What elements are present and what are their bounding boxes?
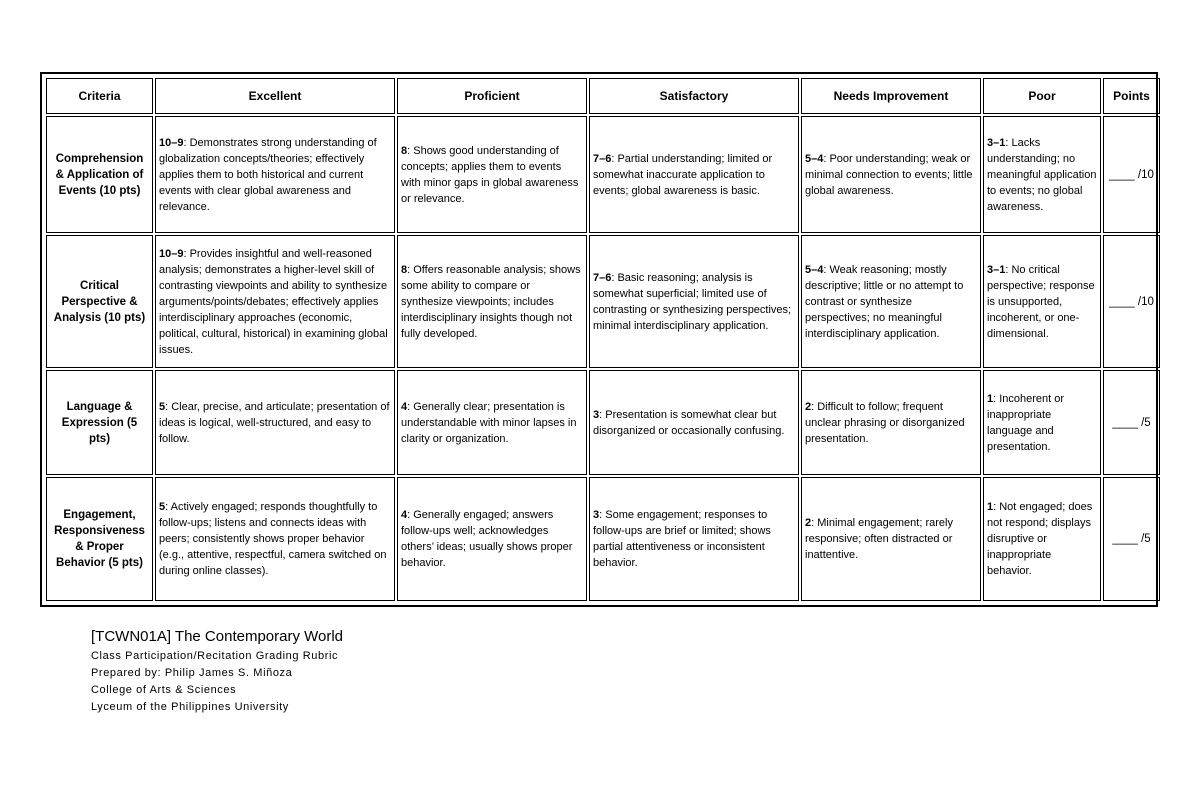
descriptor-text: : No critical perspective; response is unsupported, incoherent, or one-dimensional.: [987, 263, 1095, 340]
header-points: Points: [1103, 78, 1160, 114]
excellent-cell: [155, 116, 395, 233]
criteria-cell: Comprehension & Application of Events (10 pts): [46, 116, 153, 233]
descriptor-text: : Partial understanding; limited or somewhat inaccurate application to events; global awareness is basic.: [593, 152, 773, 197]
needs-improvement-cell: [801, 235, 981, 368]
descriptor-text: : Shows good understanding of concepts; applies them to events with minor gaps in global awareness or relevance.: [401, 144, 579, 205]
score-range: 7–6: [593, 271, 612, 284]
university-name: Lyceum of the Philippines University: [91, 701, 289, 713]
satisfactory-cell: [589, 370, 799, 475]
score-range: 4: [401, 400, 408, 413]
points-cell: ____ /10: [1103, 116, 1160, 233]
header-satisfactory: Satisfactory: [589, 78, 799, 114]
document-footer: [91, 627, 343, 716]
excellent-cell: [155, 235, 395, 368]
score-range: 4: [401, 509, 408, 521]
score-range: 3–1: [987, 136, 1006, 149]
score-range: 5–4: [805, 152, 824, 165]
score-range: 8: [401, 144, 408, 157]
header-proficient: Proficient: [397, 78, 587, 114]
score-range: 1: [987, 392, 994, 405]
score-range: 1: [987, 501, 994, 513]
poor-cell: [983, 477, 1101, 601]
needs-improvement-cell: [801, 477, 981, 601]
score-range: 3–1: [987, 263, 1006, 276]
score-range: 10–9: [159, 136, 184, 149]
header-needs-improvement: Needs Improvement: [801, 78, 981, 114]
descriptor-text: : Clear, precise, and articulate; presentation of ideas is logical, well-structured, and easy to follow.: [159, 400, 390, 445]
college-name: College of Arts & Sciences: [91, 684, 237, 696]
descriptor-text: : Generally clear; presentation is understandable with minor lapses in clarity or organization.: [401, 400, 577, 445]
descriptor-text: : Offers reasonable analysis; shows some ability to compare or synthesize viewpoints; includes interdisciplinary insights though not fully developed.: [401, 263, 581, 340]
points-cell: ____ /5: [1103, 477, 1160, 601]
proficient-cell: [397, 235, 587, 368]
score-range: 2: [805, 517, 812, 529]
rubric-subtitle: Class Participation/Recitation Grading Rubric: [91, 650, 339, 662]
needs-improvement-cell: [801, 370, 981, 475]
prepared-by: Prepared by: Philip James S. Miñoza: [91, 667, 293, 679]
proficient-cell: [397, 116, 587, 233]
criteria-cell: Language & Expression (5 pts): [46, 370, 153, 475]
descriptor-text: : Incoherent or inappropriate language and presentation.: [987, 392, 1065, 453]
criteria-cell: Engagement, Responsiveness & Proper Behavior (5 pts): [46, 477, 153, 601]
satisfactory-cell: [589, 116, 799, 233]
satisfactory-cell: [589, 477, 799, 601]
score-range: 2: [805, 400, 812, 413]
proficient-cell: [397, 477, 587, 601]
descriptor-text: : Minimal engagement; rarely responsive; often distracted or inattentive.: [805, 517, 953, 561]
excellent-cell: [155, 370, 395, 475]
header-criteria: Criteria: [46, 78, 153, 114]
rubric-frame: [40, 72, 1158, 607]
descriptor-text: : Weak reasoning; mostly descriptive; little or no attempt to contrast or synthesize perspectives; no meaningful interdisciplinary application.: [805, 263, 964, 340]
descriptor-text: : Poor understanding; weak or minimal connection to events; little global awareness.: [805, 152, 973, 197]
poor-cell: [983, 235, 1101, 368]
score-range: 3: [593, 408, 600, 421]
score-range: 7–6: [593, 152, 612, 165]
header-row: [46, 78, 1160, 114]
rubric-row-comprehension: [46, 116, 1160, 233]
poor-cell: [983, 370, 1101, 475]
descriptor-text: : Actively engaged; responds thoughtfully to follow-ups; listens and connects ideas with peers; consistently shows proper behavior (e.g., attentive, respectful, camera switched on during online classes).: [159, 501, 387, 577]
score-range: 5–4: [805, 263, 824, 276]
header-poor: Poor: [983, 78, 1101, 114]
proficient-cell: [397, 370, 587, 475]
descriptor-text: : Generally engaged; answers follow-ups well; acknowledges others’ ideas; usually shows proper behavior.: [401, 509, 573, 569]
satisfactory-cell: [589, 235, 799, 368]
rubric-table: [44, 76, 1162, 603]
criteria-cell: Critical Perspective & Analysis (10 pts): [46, 235, 153, 368]
rubric-row-engagement: [46, 477, 1160, 601]
score-range: 5: [159, 400, 166, 413]
descriptor-text: : Some engagement; responses to follow-ups are brief or limited; shows partial attentiveness or inconsistent behavior.: [593, 509, 771, 569]
header-excellent: Excellent: [155, 78, 395, 114]
descriptor-text: : Not engaged; does not respond; displays disruptive or inappropriate behavior.: [987, 501, 1093, 577]
points-cell: ____ /10: [1103, 235, 1160, 368]
points-cell: ____ /5: [1103, 370, 1160, 475]
rubric-row-language: [46, 370, 1160, 475]
descriptor-text: : Difficult to follow; frequent unclear phrasing or disorganized presentation.: [805, 400, 965, 445]
score-range: 8: [401, 263, 408, 276]
score-range: 5: [159, 501, 166, 513]
rubric-row-critical-perspective: [46, 235, 1160, 368]
needs-improvement-cell: [801, 116, 981, 233]
score-range: 3: [593, 509, 600, 521]
descriptor-text: : Presentation is somewhat clear but disorganized or occasionally confusing.: [593, 408, 785, 437]
descriptor-text: : Basic reasoning; analysis is somewhat superficial; limited use of contrasting or synthesizing perspectives; minimal interdisciplinary application.: [593, 271, 792, 332]
excellent-cell: [155, 477, 395, 601]
descriptor-text: : Provides insightful and well-reasoned analysis; demonstrates a higher-level skill of contrasting viewpoints and ability to synthesize arguments/points/debates; effectively applies interdisciplinary approaches (economic, political, cultural, historical) in examining global issues.: [159, 247, 388, 356]
descriptor-text: : Lacks understanding; no meaningful application to events; no global awareness.: [987, 136, 1097, 213]
poor-cell: [983, 116, 1101, 233]
course-title: [TCWN01A] The Contemporary World: [91, 628, 344, 645]
descriptor-text: : Demonstrates strong understanding of globalization concepts/theories; effectively applies them to both historical and current events with clear global awareness and relevance.: [159, 136, 377, 213]
score-range: 10–9: [159, 247, 184, 260]
